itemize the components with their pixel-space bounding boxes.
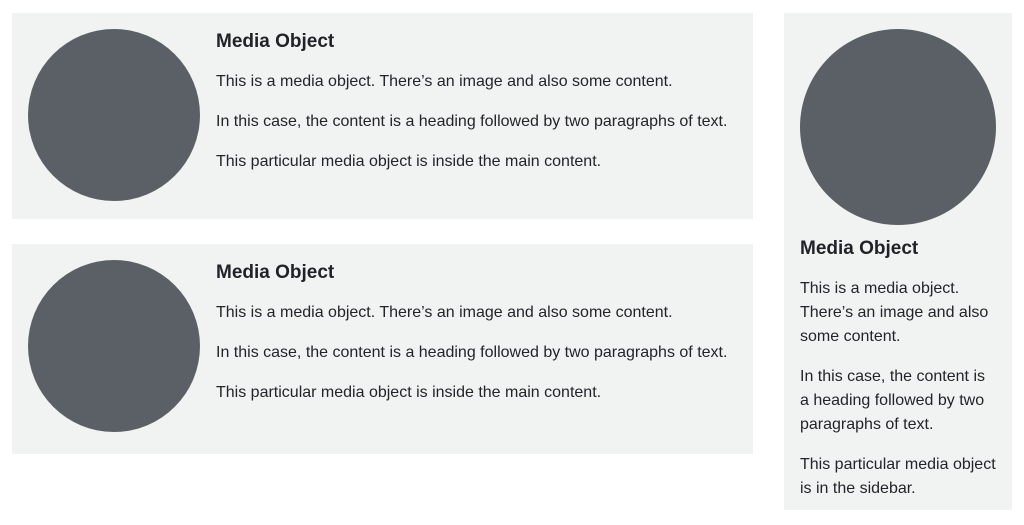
media-object-card-sidebar [784,13,1012,510]
media-paragraph: This is a media object. There’s an image and also some content. [216,73,673,90]
media-object-card-main-1 [12,13,753,219]
media-paragraph: This particular media object is inside the main content. [216,384,602,401]
media-paragraph: This particular media object is inside the main content. [216,153,602,170]
media-body [800,236,996,501]
media-paragraph: In this case, the content is a heading followed by two paragraphs of text. [216,113,728,130]
media-title: Media Object [216,262,335,283]
media-title: Media Object [800,238,919,259]
media-paragraph: In this case, the content is a heading followed by two paragraphs of text. [216,344,728,361]
media-body [216,29,737,174]
media-image-placeholder-circle [28,29,200,201]
media-paragraph: This is a media object. There’s an image and also some content. [800,280,989,345]
media-image-placeholder-circle [28,260,200,432]
media-paragraph: In this case, the content is a heading followed by two paragraphs of text. [800,368,985,433]
media-paragraph: This particular media object is in the sidebar. [800,456,996,497]
media-image-placeholder-circle [800,29,996,225]
media-object-card-main-2 [12,244,753,454]
media-paragraph: This is a media object. There’s an image and also some content. [216,304,673,321]
media-title: Media Object [216,31,335,52]
media-body [216,260,737,405]
